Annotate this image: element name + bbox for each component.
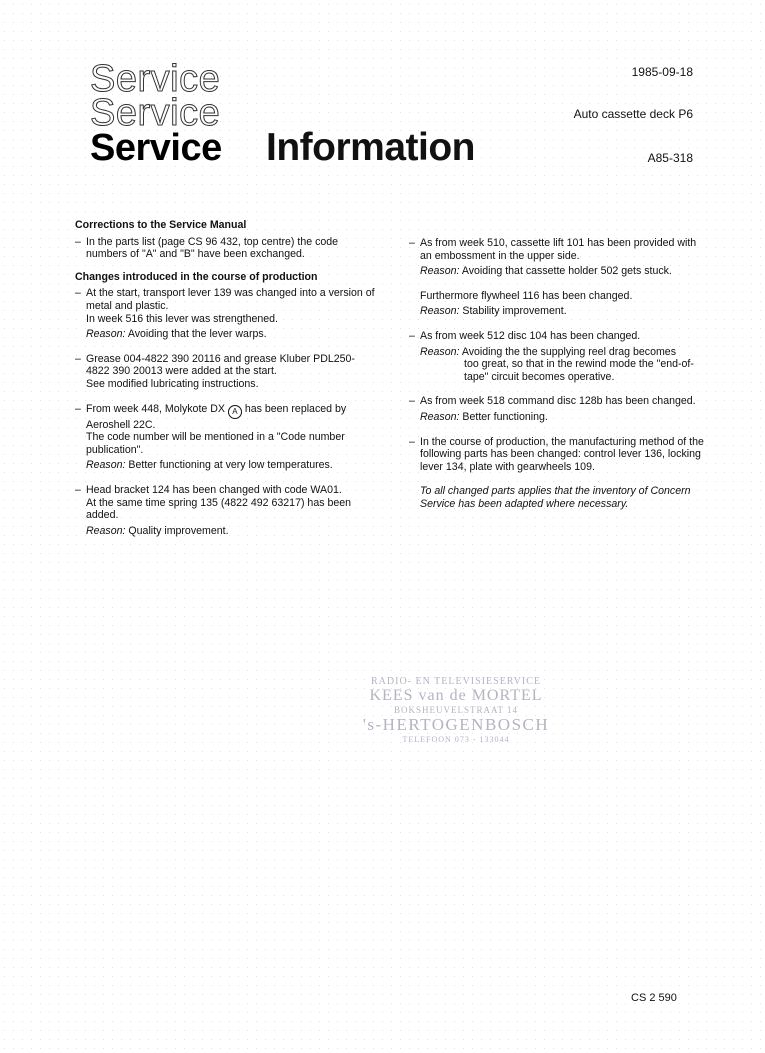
item-text: Furthermore flywheel 116 has been changed.: [420, 289, 633, 302]
item-text: – As from week 510, cassette lift 101 has been provided with an embossment in the upper side.: [420, 237, 697, 262]
reason-text: Stability improvement.: [462, 305, 567, 318]
document-date: 1985-09-18: [631, 65, 693, 79]
page-number: CS 2 590: [631, 992, 677, 1004]
reason-label: Reason:: [86, 328, 126, 341]
item-text: – As from week 512 disc 104 has been changed.: [420, 329, 641, 342]
reason-text: Avoiding that cassette holder 502 gets stuck.: [461, 265, 672, 278]
corrections-text: – In the parts list (page CS 96 432, top centre) the code numbers of "A" and "B" have been exchanged.: [86, 235, 339, 261]
reason-line: [86, 459, 375, 472]
closing-note: To all changed parts applies that the inventory of Concern Service has been adapted where necessary.: [420, 485, 691, 510]
stamp-line: KEES van de MORTEL: [369, 687, 543, 704]
stamp-line: TELEFOON 073 - 133044: [402, 735, 510, 744]
item-text-after: has been replaced by Aeroshell 22C.: [86, 402, 347, 431]
reason-text: Avoiding that the lever warps.: [127, 328, 267, 341]
item-text: – As from week 518 command disc 128b has been changed.: [420, 395, 696, 408]
product-name: Auto cassette deck P6: [573, 107, 693, 121]
list-item: [409, 395, 707, 423]
reason-text: Better functioning at very low temperatures.: [128, 459, 333, 472]
left-column: [75, 219, 375, 549]
list-item: [75, 287, 375, 340]
dealer-stamp: [336, 676, 576, 744]
circled-letter: A: [228, 405, 242, 419]
stamp-line: BOKSHEUVELSTRAAT 14: [393, 705, 519, 715]
reason-label: Reason:: [420, 345, 460, 358]
right-column: [409, 237, 707, 523]
logo-solid-line: Service: [90, 127, 222, 169]
item-text: – At the start, transport lever 139 was changed into a version of metal and plastic.: [86, 287, 375, 312]
item-text: – In the course of production, the manufacturing method of the following parts has been changed: control lever 136, locking lever 134, plate with gearwheels 109.: [420, 435, 704, 473]
reason-line: [420, 411, 707, 424]
item-text: – Grease 004-4822 390 20116 and grease Kluber PDL250-4822 390 20013 were added at the start.: [86, 352, 355, 378]
changes-heading: Changes introduced in the course of production: [75, 270, 318, 283]
list-item: [75, 353, 375, 391]
item-text: [86, 403, 375, 432]
reason-label: Reason:: [86, 524, 126, 537]
paragraph: [409, 290, 707, 318]
logo-outline-line-2: Service: [90, 92, 221, 134]
item-text: – Head bracket 124 has been changed with code WA01.: [86, 483, 342, 496]
list-item: [409, 436, 707, 474]
reason-line: [86, 328, 375, 341]
logo-outline-line-1: Service: [90, 58, 221, 100]
document-code: A85-318: [647, 151, 693, 165]
list-item: [75, 484, 375, 537]
reason-text: Avoiding the the supplying reel drag becomes: [461, 345, 676, 358]
reason-label: Reason:: [420, 265, 460, 278]
reason-text: Quality improvement.: [128, 524, 229, 537]
reason-label: Reason:: [86, 459, 126, 472]
item-text: See modified lubricating instructions.: [86, 377, 259, 390]
reason-label: Reason:: [420, 410, 460, 423]
list-item: [409, 237, 707, 278]
list-item: [409, 330, 707, 383]
reason-text: Better functioning.: [462, 410, 548, 423]
list-item: [75, 403, 375, 472]
reason-line: [86, 525, 375, 538]
item-text: In week 516 this lever was strengthened.: [86, 312, 278, 325]
document-title: Information: [266, 126, 475, 169]
reason-line: [420, 305, 707, 318]
item-text-before: From week 448, Molykote DX: [86, 402, 225, 415]
stamp-line: 's-HERTOGENBOSCH: [362, 715, 550, 734]
item-text: The code number will be mentioned in a "Code number publication".: [86, 431, 345, 456]
stamp-line: RADIO- EN TELEVISIESERVICE: [371, 676, 541, 687]
reason-continuation: too great, so that in the rewind mode the "end-of-tape" circuit becomes operative.: [464, 358, 694, 383]
reason-label: Reason:: [420, 305, 460, 318]
reason-line: [420, 265, 707, 278]
reason-line: [420, 346, 707, 359]
service-logo: [90, 58, 240, 169]
corrections-heading: Corrections to the Service Manual: [75, 219, 247, 231]
item-text: At the same time spring 135 (4822 492 63217) has been added.: [86, 496, 352, 522]
list-item: [75, 236, 375, 261]
